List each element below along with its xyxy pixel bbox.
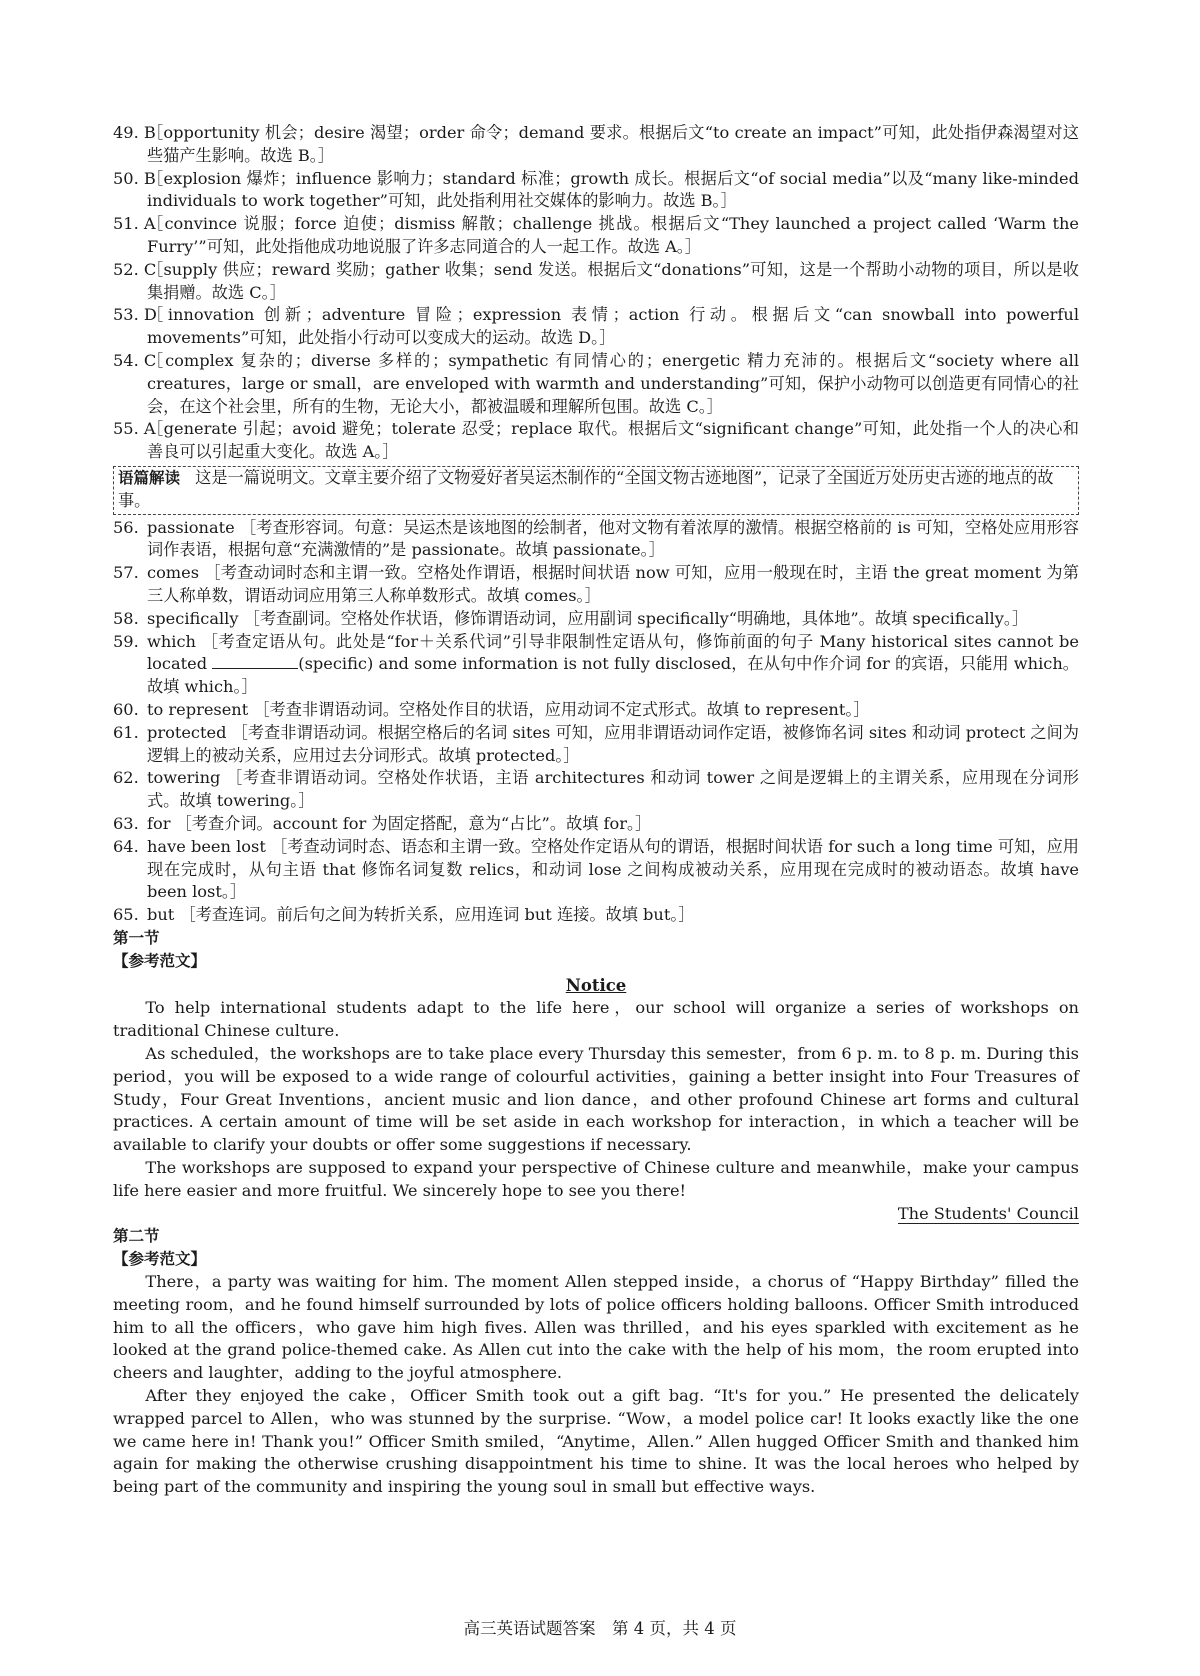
writing-section-one xyxy=(113,927,1079,1226)
answer-list-cloze xyxy=(113,122,1079,464)
answer-text: to represent ［考查非谓语动词。空格处作目的状语，应用动词不定式形式。故填 to represent。］ xyxy=(147,699,870,719)
answer-text: ［convince 说服；force 迫使；dismiss 解散；challenge 挑战。根据后文“They launched a project called ‘Warm the Furry’”可知，此处指他成功地说服了许多志同道合的人一起工作。故选 A。］ xyxy=(147,214,1079,256)
answer-number: 63. xyxy=(113,813,139,833)
answer-number: 57. xyxy=(113,563,139,583)
answer-item-60 xyxy=(113,699,1079,722)
answer-text: passionate ［考查形容词。句意：吴运杰是该地图的绘制者，他对文物有着浓厚的激情。根据空格前的 is 可知，空格处应用形容词作表语，根据句意“充满激情的”是 passionate。故填 passionate。］ xyxy=(147,517,1079,560)
answer-item-58 xyxy=(113,608,1079,631)
answer-text: ［supply 供应；reward 奖励；gather 收集；send 发送。根据后文“donations”可知，这是一个帮助小动物的项目，所以是收集捐赠。故选 C。］ xyxy=(147,259,1079,302)
answer-item-63 xyxy=(113,813,1079,836)
answer-item-57 xyxy=(113,562,1079,608)
passage-analysis-box xyxy=(113,466,1079,515)
answer-text: but ［考查连词。前后句之间为转折关系，应用连词 but 连接。故填 but。］ xyxy=(147,905,695,925)
answer-item-65 xyxy=(113,904,1079,927)
essay-paragraph: After they enjoyed the cake，Officer Smith took out a gift bag. “It's for you.” He presented the delicately wrapped parcel to Allen，who was stunned by the surprise. “Wow，a model police car! It looks exactly like the one we came here in! Thank you!” Officer Smith smiled，“Anytime，Allen.” Allen hugged Officer Smith and thanked him again for making the otherwise crushing disappointment his time to shine. It was the local heroes who helped by being part of the community and inspiring the young soul in small but effective ways. xyxy=(113,1386,1079,1497)
essay-paragraph: To help international students adapt to the life here，our school will organize a series of workshops on traditional Chinese culture. xyxy=(113,998,1079,1041)
answer-number: 58. xyxy=(113,608,139,628)
answer-number: 59. xyxy=(113,631,139,651)
fill-blank-line xyxy=(212,654,298,669)
reference-label: 【参考范文】 xyxy=(113,1250,207,1269)
answer-item-56 xyxy=(113,517,1079,563)
essay-paragraph: There，a party was waiting for him. The moment Allen stepped inside，a chorus of “Happy Birthday” filled the meeting room，and he found himself surrounded by lots of police officers holding balloons. Officer Smith introduced him to all the officers，who gave him high fives. Allen was thrilled，and his eyes sparkled with excitement as he looked at the grand police-themed cake. As Allen cut into the cake with the help of his mom，the room erupted into cheers and laughter，adding to the joyful atmosphere. xyxy=(113,1272,1079,1383)
answer-text: ［complex 复杂的；diverse 多样的；sympathetic 有同情心的；energetic 精力充沛的。根据后文“society where all creatures，large or small，are enveloped with warmth and understanding”可知，保护小动物可以创造更有同情心的社会，在这个社会里，所有的生物，无论大小，都被温暖和理解所包围。故选 C。］ xyxy=(147,350,1079,416)
answer-number: 50. B xyxy=(113,168,156,188)
answer-text: ［innovation 创新；adventure 冒险；expression 表情；action 行动。根据后文“can snowball into powerful movements”可知，此处指小行动可以变成大的运动。故选 D。］ xyxy=(147,305,1079,348)
writing-section-two xyxy=(113,1225,1079,1499)
answer-item-50 xyxy=(113,168,1079,214)
signature-text: The Students' Council xyxy=(897,1203,1079,1223)
page-content xyxy=(113,122,1079,1499)
answer-item-51 xyxy=(113,213,1079,259)
reference-label: 【参考范文】 xyxy=(113,951,207,970)
essay-paragraph: As scheduled，the workshops are to take place every Thursday this semester，from 6 p. m. to 8 p. m. During this period，you will be exposed to a wide range of colourful activities，gaining a better insight into Four Treasures of Study，Four Great Inventions，ancient music and lion dance，and other profound Chinese art forms and cultural practices. A certain amount of time will be set aside in each workshop for interaction，in which a teacher will be available to clarify your doubts or offer some suggestions if necessary. xyxy=(113,1044,1079,1155)
answer-item-59 xyxy=(113,631,1079,699)
answer-text: protected ［考查非谓语动词。根据空格后的名词 sites 可知，应用非谓语动词作定语，被修饰名词 sites 和动词 protect 之间为逻辑上的被动关系，应用过去分词形式。故填 protected。］ xyxy=(147,722,1079,765)
answer-item-55 xyxy=(113,418,1079,464)
answer-number: 64. xyxy=(113,836,139,856)
answer-number: 56. xyxy=(113,517,139,537)
notice-title: Notice xyxy=(565,976,627,996)
answer-text: towering ［考查非谓语动词。空格处作状语，主语 architectures 和动词 tower 之间是逻辑上的主谓关系，应用现在分词形式。故填 towering。］ xyxy=(147,768,1079,811)
answer-item-52 xyxy=(113,259,1079,305)
page-footer: 高三英语试题答案 第 4 页，共 4 页 xyxy=(463,1619,737,1638)
section-heading: 第二节 xyxy=(113,1227,160,1246)
notice-signature xyxy=(113,1203,1079,1226)
answer-text: ［opportunity 机会；desire 渴望；order 命令；demand 要求。根据后文“to create an impact”可知，此处指伊森渴望对这些猫产生影响。故选 B。］ xyxy=(147,123,1079,165)
answer-text: have been lost ［考查动词时态、语态和主谓一致。空格处作定语从句的谓语，根据时间状语 for such a long time 可知，应用现在完成时，从句主语 that 修饰名词复数 relics，和动词 lose 之间构成被动关系，应用现在完成时的被动语态。故填 have been lost。］ xyxy=(147,836,1079,902)
answer-number: 54. C xyxy=(113,350,157,370)
answer-list-grammar xyxy=(113,517,1079,927)
answer-item-64 xyxy=(113,836,1079,904)
answer-text: comes ［考查动词时态和主谓一致。空格处作谓语，根据时间状语 now 可知，应用一般现在时，主语 the great moment 为第三人称单数，谓语动词应用第三人称单数形式。故填 comes。］ xyxy=(147,563,1079,605)
answer-item-53 xyxy=(113,304,1079,350)
answer-item-62 xyxy=(113,767,1079,813)
answer-text: ［explosion 爆炸；influence 影响力；standard 标准；growth 成长。根据后文“of social media”以及“many like-minded individuals to work together”可知，此处指利用社交媒体的影响力。故选 B。］ xyxy=(147,168,1079,211)
answer-number: 65. xyxy=(113,905,139,925)
answer-number: 53. D xyxy=(113,305,157,325)
answer-number: 60. xyxy=(113,699,139,719)
answer-item-49 xyxy=(113,122,1079,168)
answer-text: ［generate 引起；avoid 避免；tolerate 忍受；replace 取代。根据后文“significant change”可知，此处指一个人的决心和善良可以引起重大变化。故选 A。］ xyxy=(147,419,1079,462)
answer-text: for ［考查介词。account for 为固定搭配，意为“占比”。故填 for。］ xyxy=(147,813,652,833)
passage-analysis-text: 这是一篇说明文。文章主要介绍了文物爱好者吴运杰制作的“全国文物古迹地图”，记录了全国近万处历史古迹的地点的故事。 xyxy=(118,467,1054,510)
answer-text: specifically ［考查副词。空格处作状语，修饰谓语动词，应用副词 specifically“明确地，具体地”。故填 specifically。］ xyxy=(147,608,1029,628)
answer-text: which ［考查定语从句。此处是“for＋关系代词”引导非限制性定语从句，修饰前面的句子 Many historical sites cannot be located xyxy=(147,631,1079,674)
answer-number: 62. xyxy=(113,768,139,788)
answer-item-54 xyxy=(113,350,1079,418)
answer-text-continued: (specific) and some information is not fully disclosed，在从句中作介词 for 的宾语，只能用 which。故填 which。］ xyxy=(147,654,1079,697)
answer-number: 52. C xyxy=(113,259,157,279)
essay-paragraph: The workshops are supposed to expand your perspective of Chinese culture and meanwhile，make your campus life here easier and more fruitful. We sincerely hope to see you there! xyxy=(113,1158,1079,1200)
answer-number: 49. B xyxy=(113,123,156,142)
answer-number: 51. A xyxy=(113,214,156,234)
passage-analysis-label: 语篇解读 xyxy=(118,468,181,487)
answer-number: 55. A xyxy=(113,419,156,439)
answer-number: 61. xyxy=(113,722,139,742)
answer-item-61 xyxy=(113,722,1079,768)
section-heading: 第一节 xyxy=(113,928,160,947)
